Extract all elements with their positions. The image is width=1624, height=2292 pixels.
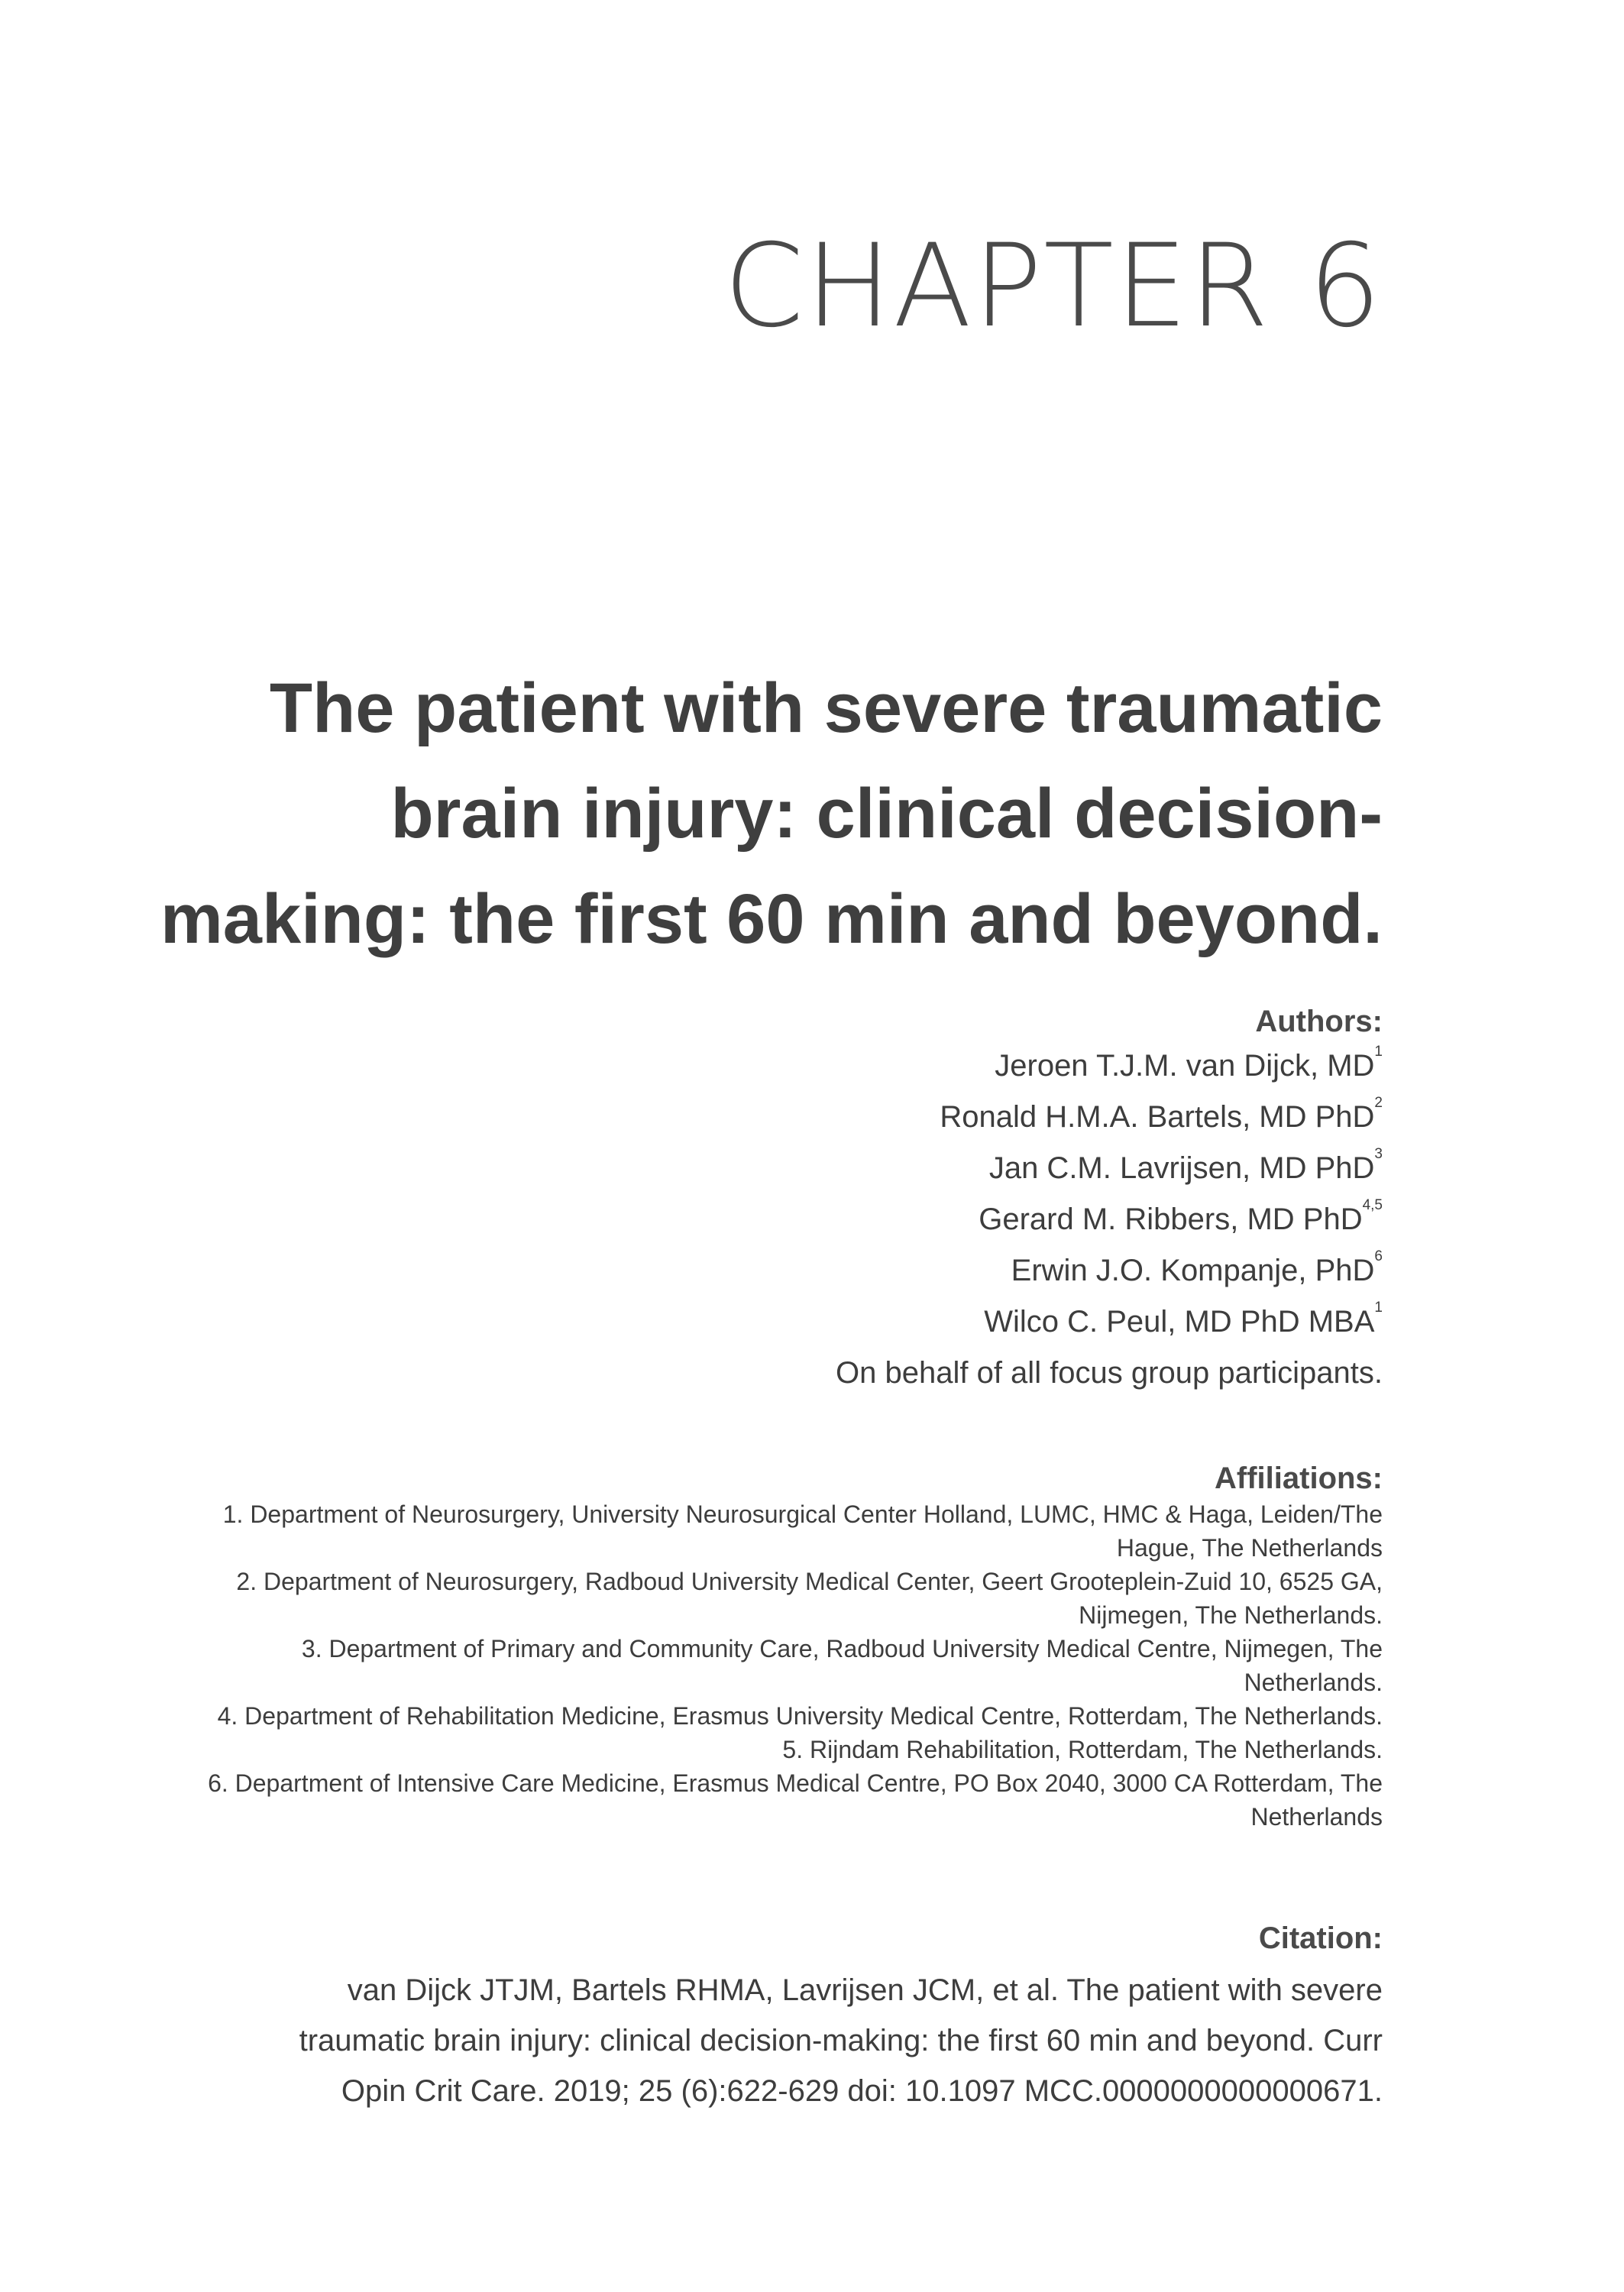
author-name: Jeroen T.J.M. van Dijck, MD [995, 1049, 1375, 1083]
affiliations-heading: Affiliations: [1215, 1462, 1383, 1495]
affiliation-item: 6. Department of Intensive Care Medicine, Erasmus Medical Centre, PO Box 2040, 3000 CA Rotterdam, The Netherlands [208, 1769, 1383, 1831]
author-name: Gerard M. Ribbers, MD PhD [979, 1203, 1363, 1236]
author-affiliation-number: 2 [1374, 1095, 1383, 1111]
citation-heading: Citation: [1258, 1921, 1383, 1955]
citation-section [237, 1919, 1383, 2116]
author-name: Ronald H.M.A. Bartels, MD PhD [940, 1100, 1375, 1134]
author-affiliation-number: 3 [1374, 1146, 1383, 1162]
author-name: Wilco C. Peul, MD PhD MBA [984, 1305, 1375, 1339]
affiliation-item: 2. Department of Neurosurgery, Radboud University Medical Center, Geert Grooteplein-Zuid 10, 6525 GA, Nijmegen, The Netherlands. [236, 1568, 1383, 1629]
affiliations-list [160, 1497, 1383, 1834]
author-item [836, 1297, 1383, 1348]
affiliation-item: 5. Rijndam Rehabilitation, Rotterdam, The Netherlands. [782, 1736, 1383, 1763]
affiliation-item: 3. Department of Primary and Community Care, Radboud University Medical Centre, Nijmegen, The Netherlands. [301, 1635, 1383, 1696]
author-item [836, 1245, 1383, 1297]
chapter-title [84, 656, 1383, 972]
author-item [836, 1041, 1383, 1092]
author-affiliation-number: 6 [1374, 1248, 1383, 1264]
title-line: making: the first 60 min and beyond. [160, 880, 1383, 958]
authors-section [836, 1002, 1383, 1399]
title-line: brain injury: clinical decision- [390, 775, 1383, 853]
chapter-heading: CHAPTER 6 [723, 220, 1383, 353]
author-name: Jan C.M. Lavrijsen, MD PhD [988, 1151, 1375, 1185]
authors-heading: Authors: [1255, 1005, 1383, 1038]
author-item [836, 1194, 1383, 1245]
author-affiliation-number: 1 [1374, 1044, 1383, 1060]
affiliation-item: 1. Department of Neurosurgery, University Neurosurgical Center Holland, LUMC, HMC & Haga, Leiden/The Hague, The Netherlands [222, 1500, 1383, 1562]
author-item [836, 1092, 1383, 1143]
authors-list [836, 1041, 1383, 1399]
citation-text: van Dijck JTJM, Bartels RHMA, Lavrijsen JCM, et al. The patient with severe traumatic brain injury: clinical decision-making: the first 60 min and beyond. Curr Opin Crit Care. 2019; 25 (6):622-629 doi: 10.1097 MCC.0000000000000671. [299, 1973, 1383, 2108]
affiliations-section [160, 1459, 1383, 1834]
on-behalf-note: On behalf of all focus group participants. [836, 1356, 1383, 1390]
author-item [836, 1143, 1383, 1194]
author-affiliation-number: 1 [1374, 1300, 1383, 1316]
affiliation-item: 4. Department of Rehabilitation Medicine, Erasmus University Medical Centre, Rotterdam, The Netherlands. [217, 1702, 1383, 1730]
author-name: Erwin J.O. Kompanje, PhD [1011, 1254, 1375, 1287]
author-affiliation-number: 4,5 [1362, 1197, 1383, 1213]
title-line: The patient with severe traumatic [269, 669, 1383, 747]
